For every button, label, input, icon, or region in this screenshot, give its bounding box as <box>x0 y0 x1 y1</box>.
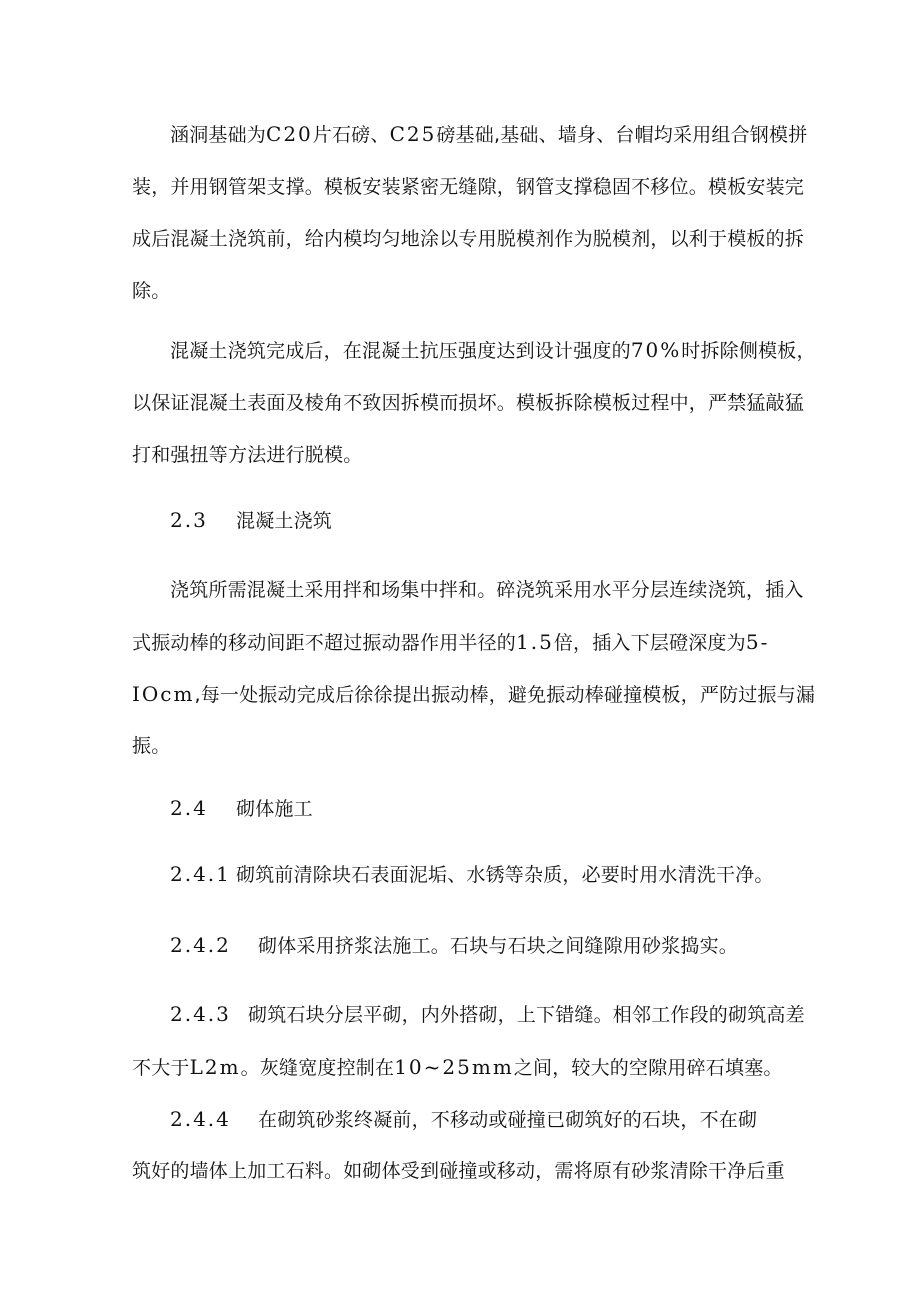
subsection-2-4-3-line1 <box>170 1002 830 1027</box>
section-2-4-heading <box>170 796 830 821</box>
para1-text: 片石磅、 <box>312 124 390 146</box>
subsection-2-4-1 <box>170 862 830 887</box>
subsection-text: 砌筑前清除块石表面泥垢、水锈等杂质，必要时用水清洗干净。 <box>236 864 774 886</box>
para3-line2 <box>132 630 792 655</box>
joint-width-range: 10~25mm <box>394 1055 514 1079</box>
para3-line3 <box>132 682 816 707</box>
subsection-2-4-2 <box>170 933 830 958</box>
subsection-number: 2.4.4 <box>170 1107 231 1131</box>
para2-text: 混凝土浇筑完成后，在混凝土抗压强度达到设计强度的 <box>170 340 631 362</box>
subsection-2-4-4-line1 <box>170 1107 830 1132</box>
para3-line1: 浇筑所需混凝土采用拌和场集中拌和。碎浇筑采用水平分层连续浇筑，插入 <box>170 579 804 601</box>
depth-range-end: IOcm <box>132 682 195 706</box>
subsection-number: 2.4.1 <box>170 862 231 886</box>
para3-line4: 振。 <box>132 735 171 757</box>
subsection-text: 不大于 <box>132 1057 190 1079</box>
subsection-text: 。灰缝宽度控制在 <box>240 1057 395 1079</box>
para1-line3: 成后混凝土浇筑前，给内模均匀地涂以专用脱模剂作为脱模剂，以利于模板的拆 <box>132 228 805 250</box>
height-limit: L2m <box>189 1055 241 1079</box>
strength-percent: 70% <box>630 338 682 362</box>
section-title: 混凝土浇筑 <box>236 510 333 532</box>
para1-line1 <box>170 122 830 147</box>
subsection-2-4-3-line2 <box>132 1055 792 1080</box>
para3-text: 式振动棒的移动间距不超过振动器作用半径的 <box>132 632 517 654</box>
subsection-text: 砌体采用挤浆法施工。石块与石块之间缝隙用砂浆捣实。 <box>258 935 739 957</box>
subsection-number: 2.4.2 <box>170 933 231 957</box>
subsection-text: 之间，较大的空隙用碎石填塞。 <box>513 1057 783 1079</box>
section-2-3-heading <box>170 508 830 533</box>
section-number: 2.3 <box>170 508 208 532</box>
para2-line3: 打和强扭等方法进行脱模。 <box>132 444 363 466</box>
para2-text: 时拆除侧模板， <box>681 340 816 362</box>
section-number: 2.4 <box>170 796 208 820</box>
para1-line2: 装，并用钢管架支撑。模板安装紧密无缝隙，钢管支撑稳固不移位。模板安装完 <box>132 176 805 198</box>
para3-text: 倍，插入下层磴深度为 <box>553 632 746 654</box>
radius-multiple: 1.5 <box>516 630 554 654</box>
grade-c25: C25 <box>389 122 437 146</box>
subsection-2-4-4-line2: 筑好的墙体上加工石料。如砌体受到碰撞或移动，需将原有砂浆清除干净后重 <box>132 1160 785 1182</box>
depth-range-start: 5- <box>745 630 770 654</box>
para3-text: ,每一处振动完成后徐徐提出振动棒，避免振动棒碰撞模板，严防过振与漏 <box>194 684 816 706</box>
subsection-text: 在砌筑砂浆终凝前，不移动或碰撞已砌筑好的石块，不在砌 <box>258 1109 758 1131</box>
para1-text: 涵洞基础为 <box>170 124 267 146</box>
para1-text: 磅基础,基础、墙身、台帽均采用组合钢模拼 <box>436 124 808 146</box>
para1-line4: 除。 <box>132 280 171 302</box>
para2-line1 <box>170 338 830 363</box>
subsection-text: 砌筑石块分层平砌，内外搭砌，上下错缝。相邻工作段的砌筑高差 <box>248 1004 805 1026</box>
grade-c20: C20 <box>266 122 313 146</box>
subsection-number: 2.4.3 <box>170 1002 231 1026</box>
para2-line2: 以保证混凝土表面及棱角不致因拆模而损坏。模板拆除模板过程中，严禁猛敲猛 <box>132 392 805 414</box>
section-title: 砌体施工 <box>236 798 313 820</box>
